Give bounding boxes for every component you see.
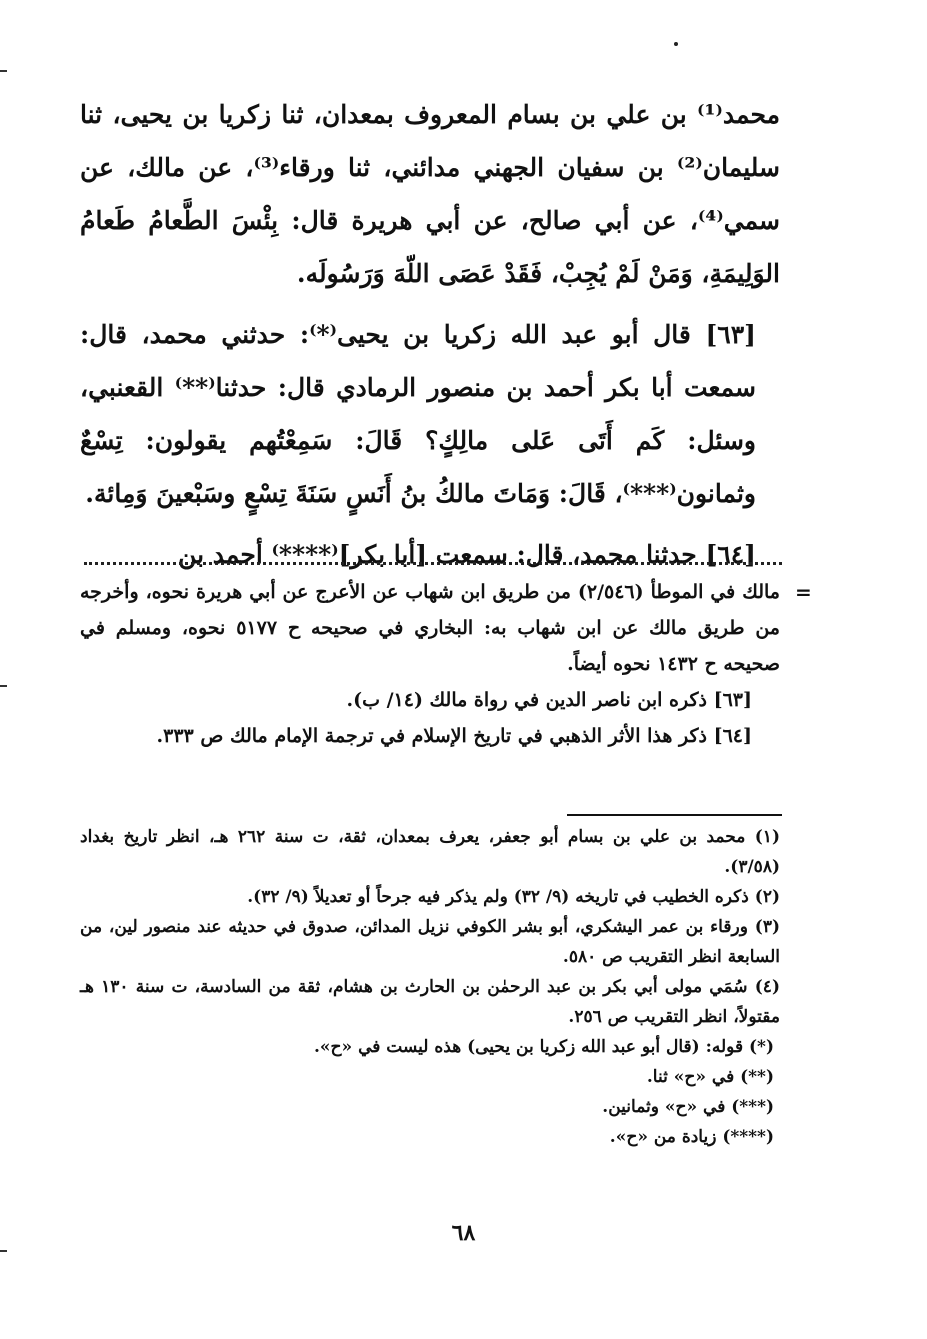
main-text (80, 88, 780, 581)
continuation-mark: = (795, 580, 812, 604)
star-note: (*) قوله: (قال أبو عبد الله زكريا بن يحيى) هذه ليست في «ح». (314, 1037, 774, 1057)
page-number: ٦٨ (451, 1220, 476, 1246)
upper-note: [٦٤] ذكر هذا الأثر الذهبي في تاريخ الإسلام في ترجمة الإمام مالك ص ٣٣٣. (156, 725, 752, 747)
footnote-rule (567, 814, 782, 816)
ink-dot (674, 42, 678, 46)
footnote: (١) محمد بن علي بن بسام أبو جعفر، يعرف بمعدان، ثقة، ت سنة ٢٦٢ هـ، انظر تاريخ بغداد (٣/٥٨). (80, 827, 780, 877)
main-paragraph-2: [٦٣] قال أبو عبد الله زكريا بن يحيى⁽*⁾: حدثني محمد، قال: سمعت أبا بكر أحمد بن منصور الرمادي قال: حدثنا⁽**⁾ القعنبي، وسئل: كَم أَتَى عَلى مالِكٍ؟ قَالَ: سَمِعْتُهم يقولون: تِسْعٌ وثمانون⁽***⁾، قَالَ: وَمَاتَ مالكُ بنُ أَنَسٍ سَنَةَ تِسْعٍ وسَبْعينَ وَمِائة. (80, 320, 756, 508)
upper-note: [٦٣] ذكره ابن ناصر الدين في رواة مالك (١٤/ ب). (346, 689, 752, 711)
footnotes (80, 822, 780, 1152)
dotted-separator (84, 562, 782, 565)
edge-mark (0, 685, 7, 687)
footnote: (٢) ذكره الخطيب في تاريخه (٩/ ٣٢) ولم يذكر فيه جرحاً أو تعديلاً (٩/ ٣٢). (247, 887, 780, 907)
star-note: (***) في «ح» وثمانين. (602, 1097, 774, 1117)
main-paragraph-3: [٦٤] حدثنا محمد، قال: سمعت [أبا بكر]⁽****⁾ أحمد بن (178, 540, 756, 569)
edge-mark (0, 1250, 7, 1252)
footnote: (٤) سُمَي مولى أبي بكر بن عبد الرحمٰن بن الحارث بن هشام، ثقة من السادسة، ت سنة ١٣٠ هـ مقتولاً، انظر التقريب ص ٢٥٦. (80, 977, 780, 1027)
footnote: (٣) ورقاء بن عمر اليشكري، أبو بشر الكوفي نزيل المدائن، صدوق في حديثه عند منصور لين، من السابعة انظر التقريب ص ٥٨٠. (80, 917, 780, 967)
upper-note: مالك في الموطأ (٢/٥٤٦) من طريق ابن شهاب عن الأعرج عن أبي هريرة نحوه، وأخرجه من طريق مالك عن ابن شهاب به: البخاري في صحيحه ح ٥١٧٧ نحوه، ومسلم في صحيحه ح ١٤٣٢ نحوه أيضاً. (80, 581, 780, 675)
star-note: (****) زيادة من «ح». (609, 1127, 774, 1147)
main-paragraph-1: محمد⁽¹⁾ بن علي بن بسام المعروف بمعدان، ثنا زكريا بن يحيى، ثنا سليمان⁽²⁾ بن سفيان الجهني مدائني، ثنا ورقاء⁽³⁾، عن مالك، عن سمي⁽⁴⁾، عن أبي صالح، عن أبي هريرة قال: بِئْسَ الطَّعامُ طَعامُ الوَلِيمَةِ، وَمَنْ لَمْ يُجِبْ، فَقَدْ عَصَى اللّهَ وَرَسُولَه. (80, 100, 780, 288)
star-note: (**) في «ح» ثنا. (646, 1067, 774, 1087)
upper-notes (80, 574, 780, 754)
edge-mark (0, 70, 7, 72)
